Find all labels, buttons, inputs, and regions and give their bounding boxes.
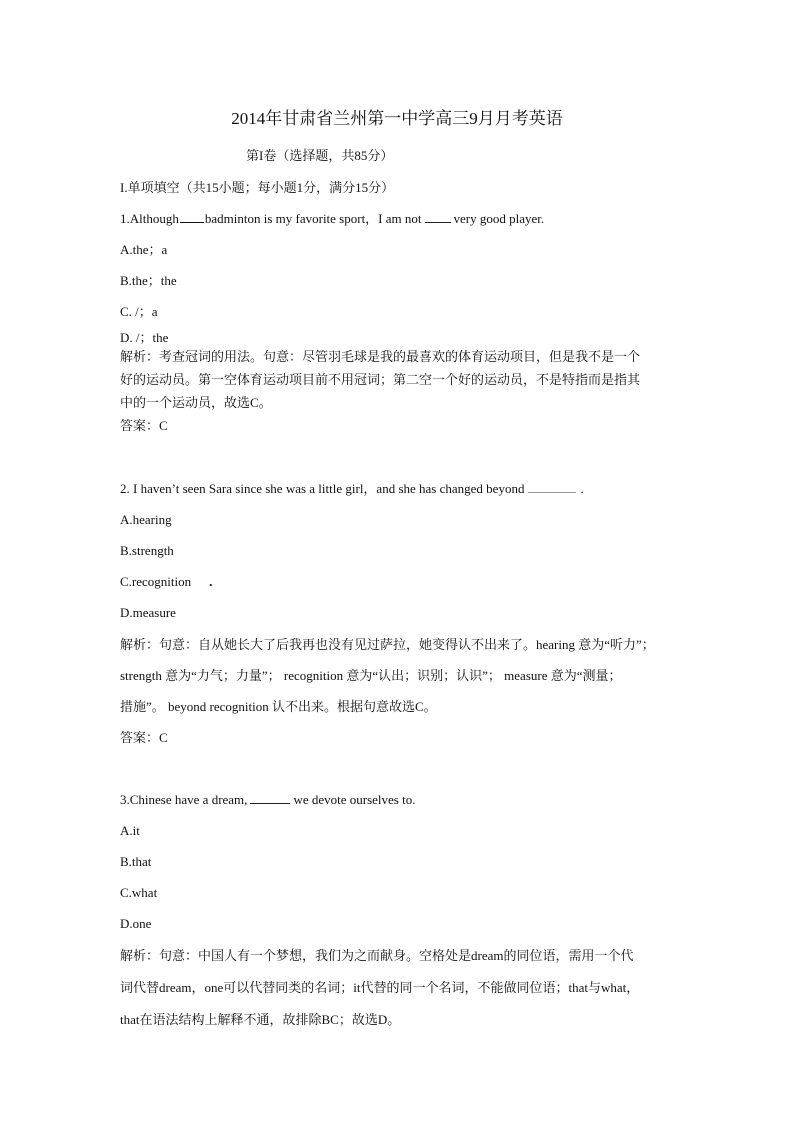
question-1-stem-part1: 1.Although — [120, 211, 179, 226]
question-3-option-b: B.that — [120, 854, 152, 869]
question-2-stem-part1: 2. I haven’t seen Sara since she was a little girl，and she has changed beyond — [120, 481, 525, 496]
question-3-stem-part2: we devote ourselves to. — [293, 792, 416, 807]
document-title: 2014年甘肃省兰州第一中学高三9月月考英语 — [231, 109, 563, 128]
answer-blank — [425, 211, 451, 223]
question-3-analysis-line: 词代替dream，one可以代替同类的名词；it代替的同一个名词，不能做同位语；that与what， — [120, 980, 640, 995]
question-2-option-d: D.measure — [120, 605, 176, 620]
question-1-answer: 答案：C — [120, 418, 168, 433]
question-1-stem-part2: badminton is my favorite sport，I am not — [204, 211, 422, 226]
question-3-option-d: D.one — [120, 916, 152, 931]
section-heading: I.单项填空（共15小题；每小题1分，满分15分） — [120, 180, 395, 195]
answer-blank — [528, 481, 576, 493]
answer-blank — [250, 792, 290, 804]
question-2-stem — [120, 481, 584, 497]
question-3-option-a: A.it — [120, 823, 140, 838]
question-1-stem-part3: very good player. — [453, 211, 545, 226]
question-1-analysis-line: 解析：考查冠词的用法。句意：尽管羽毛球是我的最喜欢的体育运动项目，但是我不是一个 — [120, 349, 641, 364]
question-1-option-d: D. /；the — [120, 330, 169, 345]
question-2-analysis-line: 措施”。 beyond recognition 认不出来。根据句意故选C。 — [120, 699, 437, 714]
question-2-analysis-line: strength 意为“力气；力量”； recognition 意为“认出；识别；认识”； measure 意为“测量； — [120, 668, 622, 683]
question-2-option-c — [120, 574, 212, 590]
question-3-stem-part1: 3.Chinese have a dream, — [120, 792, 248, 807]
answer-blank — [180, 211, 204, 223]
question-2-option-b: B.strength — [120, 543, 174, 558]
stray-dot: . — [209, 574, 213, 589]
question-3-analysis-line: that在语法结构上解释不通，故排除BC；故选D。 — [120, 1012, 401, 1027]
document-subtitle: 第I卷（选择题，共85分） — [246, 148, 394, 163]
question-2-option-a: A.hearing — [120, 512, 172, 527]
question-1-option-b: B.the；the — [120, 273, 177, 288]
question-2-stem-end: . — [580, 481, 584, 496]
question-1-analysis-line: 好的运动员。第一空体育运动项目前不用冠词；第二空一个好的运动员，不是特指而是指其 — [120, 372, 641, 387]
question-1-option-a: A.the；a — [120, 242, 168, 257]
question-2-option-c-text: C.recognition — [120, 574, 192, 589]
question-3-option-c: C.what — [120, 885, 158, 900]
question-3-stem — [120, 792, 415, 808]
question-1-stem — [120, 211, 544, 227]
question-1-analysis-line: 中的一个运动员，故选C。 — [120, 395, 272, 410]
question-2-analysis-line: 解析：句意：自从她长大了后我再也没有见过萨拉，她变得认不出来了。hearing 意为“听力”； — [120, 637, 655, 652]
question-1-option-c: C. /；a — [120, 304, 158, 319]
question-2-answer: 答案：C — [120, 730, 168, 745]
question-3-analysis-line: 解析：句意：中国人有一个梦想，我们为之而献身。空格处是dream的同位语，需用一个代 — [120, 948, 634, 963]
